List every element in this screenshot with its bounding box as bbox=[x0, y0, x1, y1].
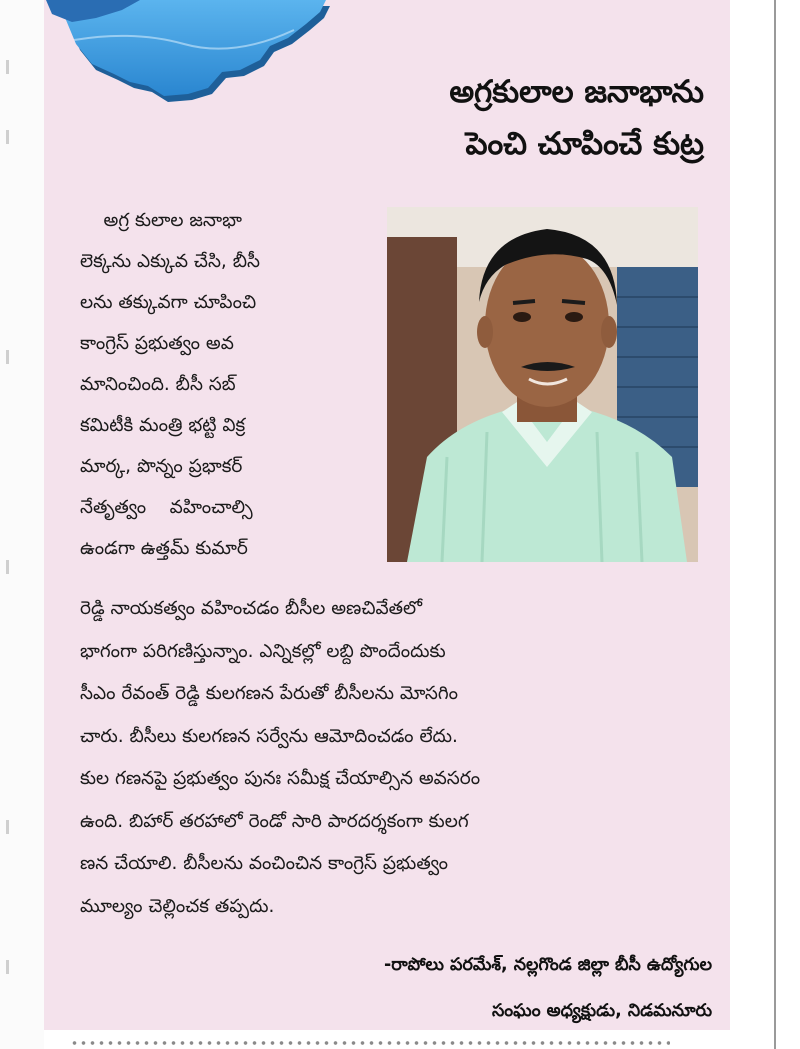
signature-line-2: సంఘం అధ్యక్షుడు, నిడమనూరు bbox=[492, 1001, 712, 1021]
headline bbox=[449, 66, 704, 170]
author-signature bbox=[384, 942, 712, 1034]
state-map-icon bbox=[44, 0, 334, 110]
body-text-full-width bbox=[80, 588, 690, 928]
body-line: కాంగ్రెస్ ప్రభుత్వం అవ bbox=[80, 333, 234, 354]
body-line: చారు. బీసీలు కులగణన సర్వేను ఆమోదించడం లేదు. bbox=[80, 725, 458, 747]
body-line: ఉండగా ఉత్తమ్ కుమార్ bbox=[80, 538, 248, 559]
portrait-photo bbox=[387, 207, 698, 562]
body-line: అగ్ర కులాల జనాభా bbox=[80, 210, 242, 231]
body-line: నేతృత్వం వహించాల్సి bbox=[80, 497, 253, 518]
body-line: మూల్యం చెల్లించక తప్పదు. bbox=[80, 895, 275, 917]
body-line: లెక్కను ఎక్కువ చేసి, బీసీ bbox=[80, 251, 260, 272]
column-divider bbox=[774, 0, 776, 1049]
left-margin-strip bbox=[0, 0, 44, 1049]
body-text-column bbox=[80, 200, 365, 569]
body-line: మానించింది. బీసీ సబ్ bbox=[80, 374, 236, 395]
headline-line-1: అగ్రకులాల జనాభాను bbox=[449, 74, 704, 110]
body-line: కుల గణనపై ప్రభుత్వం పునః సమీక్ష చేయాల్సిన అవసరం bbox=[80, 768, 481, 789]
body-line: రెడ్డి నాయకత్వం వహించడం బీసీల అణచివేతలో bbox=[80, 598, 423, 619]
body-line: లను తక్కువగా చూపించి bbox=[80, 292, 257, 313]
body-line: ణన చేయాలి. బీసీలను వంచించిన కాంగ్రెస్ ప్రభుత్వం bbox=[80, 853, 449, 874]
body-line: ఉంది. బిహార్ తరహాలో రెండో సారి పారదర్శకంగా కులగ bbox=[80, 810, 469, 832]
body-line: సీఎం రేవంత్ రెడ్డి కులగణన పేరుతో బీసీలను మోసగిం bbox=[80, 683, 459, 704]
signature-line-1: -రాపోలు పరమేశ్, నల్లగొండ జిల్లా బీసీ ఉద్యోగుల bbox=[384, 955, 712, 975]
body-line: మార్క, పొన్నం ప్రభాకర్ bbox=[80, 456, 243, 477]
body-line: భాగంగా పరిగణిస్తున్నాం. ఎన్నికల్లో లబ్ది పొందేందుకు bbox=[80, 640, 446, 662]
headline-line-2: పెంచి చూపించే కుట్ర bbox=[465, 126, 704, 162]
body-line: కమిటీకి మంత్రి భట్టి విక్ర bbox=[80, 415, 246, 436]
dotted-separator bbox=[70, 1040, 670, 1046]
